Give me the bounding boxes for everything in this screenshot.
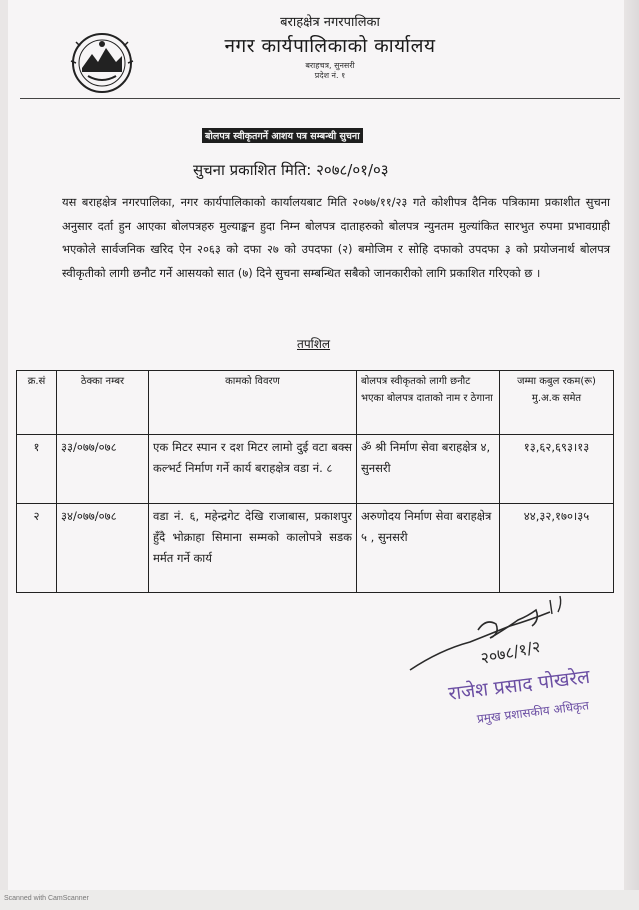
page-edge-shadow	[624, 0, 639, 910]
col-header-sn: क्र.सं	[17, 371, 57, 435]
table-header-row	[17, 371, 614, 435]
municipality-name: बराहक्षेत्र नगरपालिका	[280, 15, 380, 30]
col-header-description: कामको विवरण	[149, 371, 357, 435]
cell-description: वडा नं. ६, महेन्द्रगेट देखि राजाबास, प्रकाशपुर हुँदै भोक्राहा सिमाना सम्मको कालोपत्रे सडक मर्मत गर्ने कार्य	[149, 504, 357, 593]
table-row	[17, 504, 614, 593]
cell-contract-no: ३३/०७७/०७८	[57, 435, 149, 504]
notice-subject: बोलपत्र स्वीकृतगर्ने आशय पत्र सम्बन्धी सुचना	[202, 128, 363, 143]
cell-description: एक मिटर स्पान र दश मिटर लामो दुई वटा बक्स कल्भर्ट निर्माण गर्ने कार्य बराहक्षेत्र वडा नं. ८	[149, 435, 357, 504]
header-divider	[20, 98, 620, 99]
cell-contract-no: ३४/०७७/०७८	[57, 504, 149, 593]
table-row	[17, 435, 614, 504]
cell-amount: ४४,३२,१७०।३५	[500, 504, 614, 593]
details-heading: तपशिल	[297, 337, 331, 351]
cell-sn: २	[17, 504, 57, 593]
office-address: बराहचत्र, सुनसरी	[305, 61, 355, 70]
cell-sn: १	[17, 435, 57, 504]
nepal-emblem-logo	[70, 32, 134, 94]
bid-table	[16, 370, 614, 593]
province-number: प्रदेश नं. १	[314, 71, 346, 80]
scanner-watermark: Scanned with CamScanner	[4, 895, 89, 902]
signatory-title-stamp: प्रमुख प्रशासकीय अधिकृत	[476, 698, 590, 727]
published-date: सुचना प्रकाशित मिति: २०७८/०१/०३	[193, 161, 389, 179]
cell-amount: १३,६२,६९३।१३	[500, 435, 614, 504]
signatory-name-stamp: राजेश प्रसाद पोखरेल	[447, 665, 592, 706]
office-name: नगर कार्यपालिकाको कार्यालय	[224, 35, 436, 57]
col-header-contract-no: ठेक्का नम्बर	[57, 371, 149, 435]
col-header-amount: जम्मा कबुल रकम(रू) मु.अ.क समेत	[500, 371, 614, 435]
notice-body: यस बराहक्षेत्र नगरपालिका, नगर कार्यपालिकाको कार्यालयबाट मिति २०७७/११/२३ गते कोशीपत्र दैनिक पत्रिकामा प्रकाशीत सुचना अनुसार दर्ता हुन आएका बोलपत्रहरु मुल्याङ्कन हुदा निम्न बोलपत्र दाताहरुको बोलपत्र न्युनतम मुल्यांकित सारभुत रुपमा प्रभावग्राही भएकोले सार्वजनिक खरिद ऐन २०६३ को दफा २७ को उपदफा (२) बमोजिम र सोहि दफाको उपदफा ३ को प्रयोजनार्थ बोलपत्र स्वीकृतीको लागी छनौट गर्ने आसयको सात (७) दिने सुचना सम्बन्धित सबैको जानकारीको लागि प्रकाशित गरिएको छ ।	[62, 195, 610, 280]
cell-bidder: ॐ श्री निर्माण सेवा बराहक्षेत्र ४, सुनसरी	[357, 435, 500, 504]
col-header-bidder: बोलपत्र स्वीकृतको लागी छनौट भएका बोलपत्र दाताको नाम र ठेगाना	[357, 371, 500, 435]
footer-strip	[0, 890, 639, 910]
handwritten-date: २०७८/१/२	[478, 636, 543, 668]
cell-bidder: अरुणोदय निर्माण सेवा बराहक्षेत्र ५ , सुनसरी	[357, 504, 500, 593]
